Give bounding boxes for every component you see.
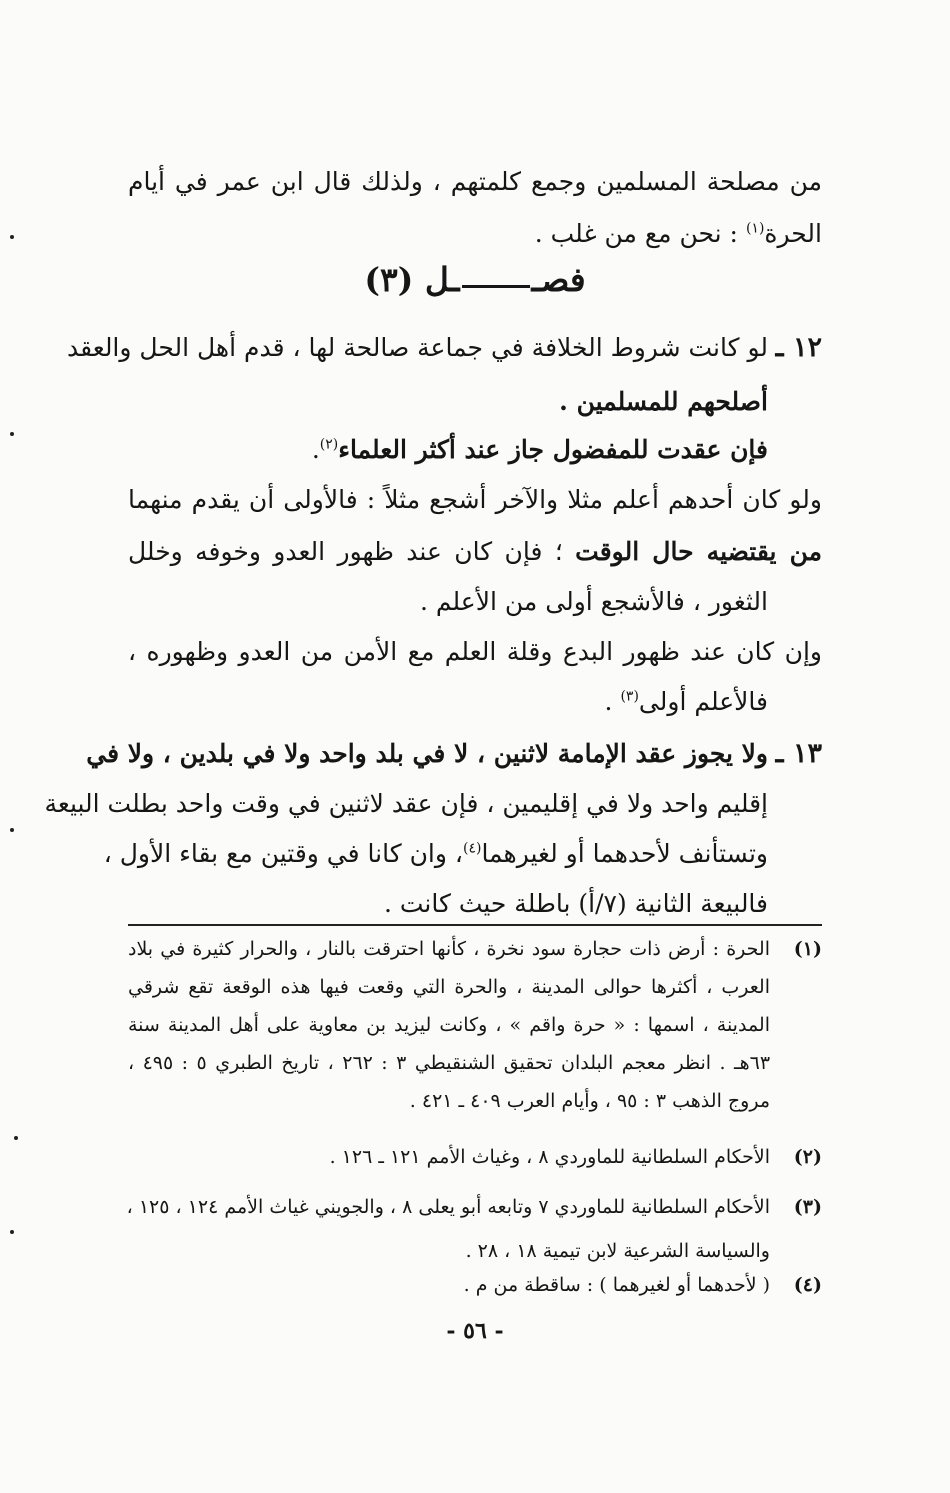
paragraph-number-13: ١٣ ـ [775, 738, 822, 769]
para12-line-8-text: فالأعلم أولى [638, 687, 768, 716]
footnote-3-line-1: الأحكام السلطانية للماوردي ٧ وتابعه أبو يعلى ٨ ، والجويني غياث الأمم ١٢٤ ، ١٢٥ ، [126, 1196, 770, 1218]
para13-line-4: فالبيعة الثانية (٧/أ) باطلة حيث كانت . [383, 889, 768, 918]
para12-line-3 [128, 428, 768, 472]
para12-line-7: وإن كان عند ظهور البدع وقلة العلم مع الأمن من العدو وظهوره ، [128, 637, 822, 666]
para13-line-1-bold: ولا يجوز عقد الإمامة لاثنين ، لا في بلد واحد ولا في بلدين ، ولا في [86, 739, 768, 768]
para12-line-5-rest: ؛ فإن كان عند ظهور العدو وخوفه وخلل [128, 537, 576, 566]
scan-speck [10, 1230, 14, 1234]
para12-line-8-end: . [604, 687, 621, 716]
intro-line-2 [128, 212, 822, 256]
para12-line-3-end: . [311, 435, 320, 464]
para12-line-4: ولو كان أحدهم أعلم مثلا والآخر أشجع مثلاً : فالأولى أن يقدم منهما [128, 485, 822, 514]
para12-line-8 [128, 680, 768, 724]
footnote-3-number: (٣) [793, 1196, 822, 1218]
scan-speck [10, 235, 14, 239]
para13-line-3-start: وتستأنف لأحدهما أو لغيرهما [481, 839, 768, 868]
intro-line-2-start: الحرة [764, 219, 822, 248]
footnote-ref-3[interactable]: (٣) [620, 688, 639, 705]
para12-line-5 [128, 530, 822, 574]
footnote-1-number: (١) [793, 938, 822, 960]
para12-line-3-bold: فإن عقدت للمفضول جاز عند أكثر العلماء [338, 435, 768, 464]
section-heading [0, 258, 950, 302]
footnote-1-line-1: الحرة : أرض ذات حجارة سود نخرة ، كأنها احترقت بالنار ، والحرار كثيرة في بلاد [128, 938, 770, 960]
heading-word-end: ـل [424, 260, 460, 299]
footnote-1-line-2: العرب ، أكثرها حوالى المدينة ، والحرة التي وقعت فيها هذه الوقعة تقع شرقي [128, 976, 770, 998]
footnote-1-line-4: ٦٣هـ . انظر معجم البلدان تحقيق الشنقيطي ٣ : ٢٦٢ ، تاريخ الطبري ٥ : ٤٩٥ ، [128, 1052, 771, 1074]
footnote-3-line-2: والسياسة الشرعية لابن تيمية ١٨ ، ٢٨ . [465, 1240, 770, 1262]
para12-line-2 [128, 380, 768, 424]
heading-number: (٣) [364, 260, 414, 299]
footnote-ref-2[interactable]: (٢) [319, 436, 339, 453]
para12-line-6: الثغور ، فالأشجع أولى من الأعلم . [420, 587, 768, 616]
scan-speck [10, 828, 14, 832]
paragraph-number-12: ١٢ ـ [775, 332, 822, 363]
footnote-2-line-1: الأحكام السلطانية للماوردي ٨ ، وغياث الأمم ١٢١ ـ ١٢٦ . [329, 1146, 770, 1168]
intro-line-1: من مصلحة المسلمين وجمع كلمتهم ، ولذلك قال ابن عمر في أيام [128, 167, 822, 196]
para13-line-3 [103, 832, 768, 876]
para12-line-2-text: أصلحهم للمسلمين . [559, 387, 768, 416]
footnote-separator [128, 924, 822, 926]
footnote-2-number: (٢) [793, 1146, 822, 1168]
para13-line-2: إقليم واحد ولا في إقليمين ، فإن عقد لاثنين في وقت واحد بطلت البيعة [44, 789, 768, 818]
intro-line-2-end: : نحن مع من غلب . [534, 219, 746, 248]
heading-word-start: فصـ [531, 260, 586, 299]
footnote-ref-4[interactable]: (٤) [462, 840, 482, 857]
para13-line-3-end: ، وان كانا في وقتين مع بقاء الأول ، [103, 839, 463, 868]
footnote-4-number: (٤) [793, 1274, 822, 1296]
footnote-1-line-3: المدينة ، اسمها : « حرة واقم » ، وكانت ليزيد بن معاوية على أهل المدينة سنة [128, 1014, 770, 1036]
footnote-1-line-5: مروج الذهب ٣ : ٩٥ ، وأيام العرب ٤٠٩ ـ ٤٢١ . [409, 1090, 770, 1112]
heading-tatweel [462, 285, 530, 288]
footnote-4-line-1: ( لأحدهما أو لغيرهما ) : ساقطة من م . [463, 1274, 770, 1296]
para13-line-1 [86, 732, 768, 776]
scan-speck [10, 432, 14, 436]
footnote-ref-1[interactable]: (١) [745, 220, 765, 237]
page-number: - ٥٦ - [446, 1318, 504, 1344]
scan-speck [14, 1136, 18, 1140]
para12-line-5-bold: من يقتضيه حال الوقت [575, 537, 823, 566]
para12-line-1: لو كانت شروط الخلافة في جماعة صالحة لها ، قدم أهل الحل والعقد [66, 333, 768, 362]
